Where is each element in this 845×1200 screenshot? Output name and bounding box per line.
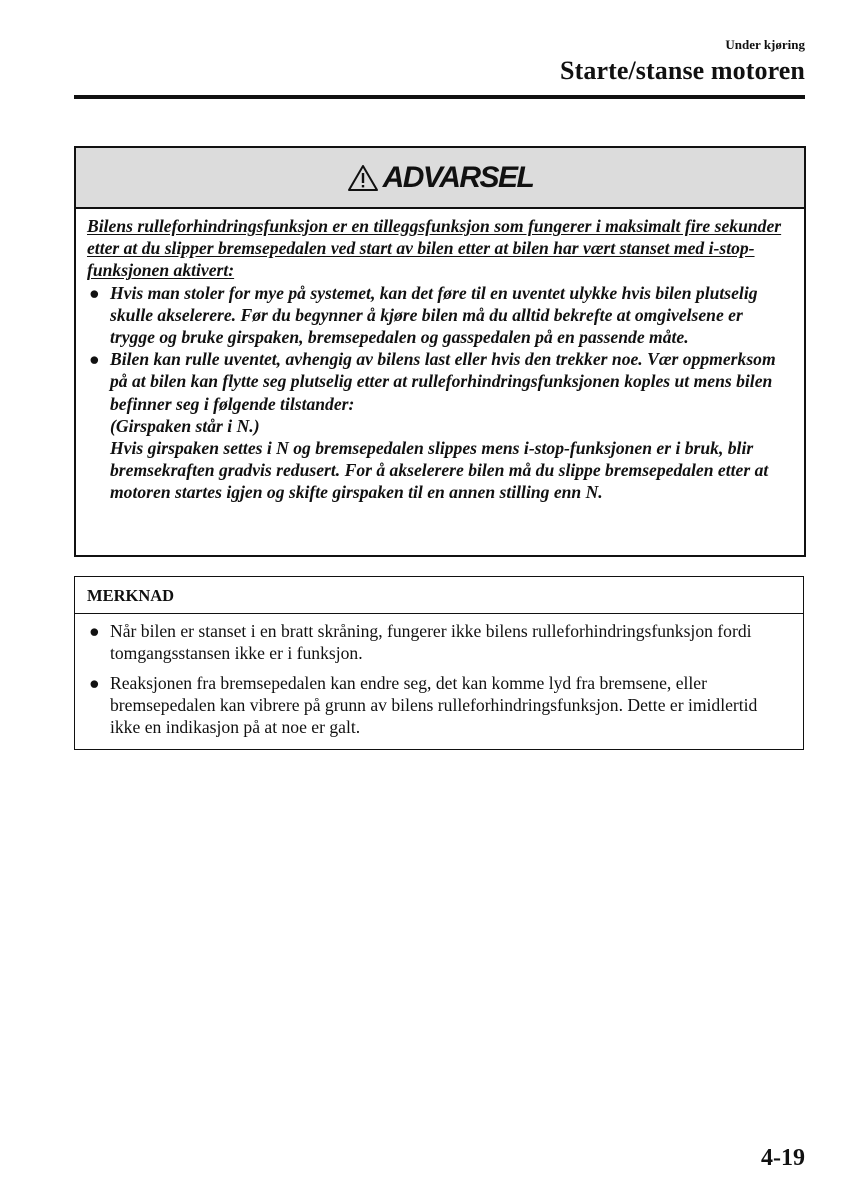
note-list (75, 614, 803, 739)
warning-item (87, 348, 784, 503)
warning-item (87, 282, 784, 349)
warning-triangle-icon (347, 164, 379, 192)
warning-box (74, 146, 806, 557)
bullet-icon: ● (89, 673, 100, 694)
bullet-icon: ● (89, 282, 100, 303)
page-number: 4-19 (761, 1145, 805, 1171)
note-item (87, 621, 785, 664)
page-title: Starte/stanse motoren (560, 56, 805, 85)
section-label: Under kjøring (725, 37, 805, 52)
bullet-icon: ● (89, 349, 100, 370)
warning-intro: Bilens rulleforhindringsfunksjon er en tilleggsfunksjon som fungerer i maksimalt fire sekunder etter at du slipper bremsepedalen ved start av bilen etter at bilen har vært stanset med i-stop-funksjonen aktivert: (87, 216, 782, 281)
note-box (74, 576, 804, 750)
warning-item-text: Hvis man stoler for mye på systemet, kan det føre til en uventet ulykke hvis bilen plutselig skulle akselerere. Før du begynner å kjøre bilen må du alltid bekrefte at omgivelsene er trygge og bruke girspaken, bremsepedalen og gasspedalen på en passende måte. (110, 282, 758, 348)
warning-title: ADVARSEL (382, 160, 534, 194)
note-item (87, 673, 785, 738)
warning-item-condition: (Girspaken står i N.) (110, 415, 260, 436)
note-item-text: Når bilen er stanset i en bratt skråning, fungerer ikke bilens rulleforhindringsfunksjon fordi tomgangsstansen ikke er i funksjon. (110, 621, 752, 663)
bullet-icon: ● (89, 621, 100, 641)
warning-header (76, 148, 804, 209)
warning-item-detail: Hvis girspaken settes i N og bremsepedalen slippes mens i-stop-funksjonen er i bruk, blir bremsekraften gradvis redusert. For å akselerere bilen må du slippe bremsepedalen etter at motoren startes igjen og skifte girspaken til en annen stilling enn N. (110, 438, 769, 503)
warning-body (76, 209, 804, 504)
warning-list (87, 282, 784, 504)
warning-item-text: Bilen kan rulle uventet, avhengig av bilens last eller hvis den trekker noe. Vær oppmerksom på at bilen kan flytte seg plutselig etter at rulleforhindringsfunksjonen koples ut mens bilen befinner seg i følgende tilstander: (110, 349, 776, 414)
note-item-text: Reaksjonen fra bremsepedalen kan endre seg, det kan komme lyd fra bremsene, eller bremsepedalen kan vibrere på grunn av bilens rulleforhindringsfunksjon. Dette er imidlertid ikke en indikasjon på at noe er galt. (110, 673, 758, 737)
title-rule (74, 95, 805, 99)
note-title: MERKNAD (75, 577, 803, 614)
